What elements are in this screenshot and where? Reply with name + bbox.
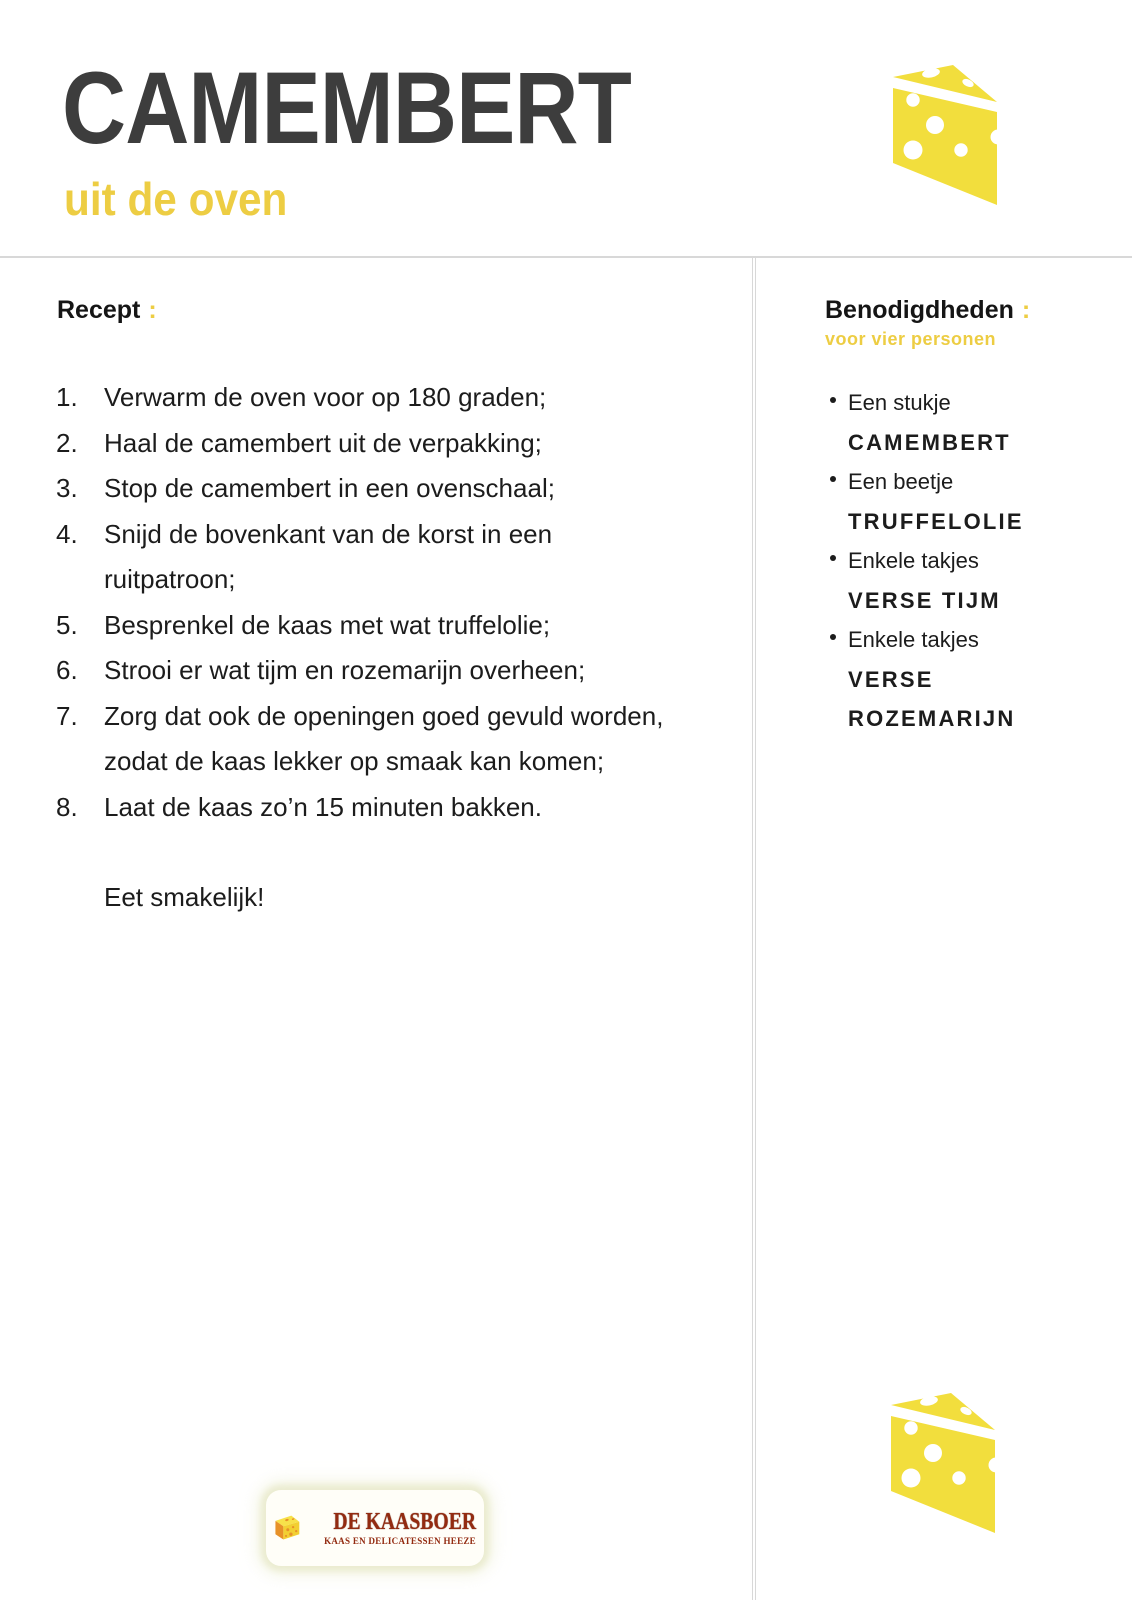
recipe-heading	[57, 295, 157, 325]
column-divider	[752, 258, 756, 1600]
recipe-step	[56, 375, 676, 421]
step-text: Besprenkel de kaas met wat truffelolie;	[104, 609, 551, 640]
recipe-heading-text: Recept	[57, 296, 141, 324]
bullet-icon	[830, 555, 836, 561]
step-text: Stop de camembert in een ovenschaal;	[104, 473, 555, 503]
logo-tagline: KAAS EN DELICATESSEN HEEZE	[324, 1536, 476, 1546]
step-text: Snijd de bovenkant van de korst in een ruitpatroon;	[104, 518, 553, 594]
recipe-step	[56, 694, 676, 785]
recipe-steps-list	[56, 375, 676, 830]
ingredient-quantity: Een beetje	[848, 469, 954, 494]
ingredient-name: VERSE ROZEMARIJN	[848, 666, 1016, 731]
step-number: 6.	[56, 655, 78, 685]
step-text: Laat de kaas zo’n 15 minuten bakken.	[104, 791, 542, 822]
step-number: 4.	[56, 518, 78, 549]
kaasboer-logo	[266, 1490, 484, 1566]
ingredient-item	[848, 541, 1048, 620]
ingredient-name: TRUFFELOLIE	[848, 508, 1024, 534]
serves-note: voor vier personen	[825, 329, 997, 349]
logo-name: DE KAASBOER	[333, 1509, 476, 1535]
closing-message: Eet smakelijk!	[104, 882, 265, 912]
recipe-step	[56, 603, 676, 649]
recipe-step	[56, 466, 676, 512]
cheese-wedge-icon	[890, 1393, 996, 1533]
ingredients-heading	[825, 295, 1030, 325]
recipe-heading-colon: :	[148, 296, 157, 324]
step-number: 1.	[56, 382, 78, 412]
recipe-step	[56, 648, 676, 694]
step-text: Zorg dat ook de openingen goed gevuld worden, zodat de kaas lekker op smaak kan komen;	[104, 700, 664, 776]
ingredient-quantity: Een stukje	[848, 390, 951, 415]
recipe-step	[56, 421, 676, 467]
cheese-wedge-icon	[892, 65, 998, 205]
ingredient-name: CAMEMBERT	[848, 429, 1011, 455]
ingredients-heading-colon: :	[1021, 296, 1031, 324]
step-number: 2.	[56, 427, 78, 458]
ingredient-item	[848, 383, 1048, 462]
logo-cheese-icon	[271, 1500, 302, 1556]
step-text: Strooi er wat tijm en rozemarijn overheen;	[104, 655, 586, 685]
page-subtitle: uit de oven	[64, 173, 288, 225]
ingredient-name: VERSE TIJM	[848, 587, 1001, 613]
step-number: 8.	[56, 791, 78, 822]
header-divider	[0, 256, 1132, 258]
ingredient-item	[848, 462, 1048, 541]
step-number: 7.	[56, 700, 78, 731]
recipe-step	[56, 785, 676, 831]
logo-text	[302, 1510, 476, 1546]
page-title: CAMEMBERT	[62, 51, 631, 165]
ingredients-list	[848, 383, 1048, 739]
bullet-icon	[830, 476, 836, 482]
step-number: 3.	[56, 473, 78, 503]
bullet-icon	[830, 397, 836, 403]
ingredient-quantity: Enkele takjes	[848, 548, 979, 573]
recipe-step	[56, 512, 676, 603]
ingredient-item	[848, 620, 1048, 739]
step-text: Haal de camembert uit de verpakking;	[104, 427, 542, 458]
step-text: Verwarm de oven voor op 180 graden;	[104, 382, 547, 412]
step-number: 5.	[56, 609, 78, 640]
ingredient-quantity: Enkele takjes	[848, 627, 979, 652]
bullet-icon	[830, 634, 836, 640]
ingredients-heading-text: Benodigdheden	[825, 296, 1014, 324]
